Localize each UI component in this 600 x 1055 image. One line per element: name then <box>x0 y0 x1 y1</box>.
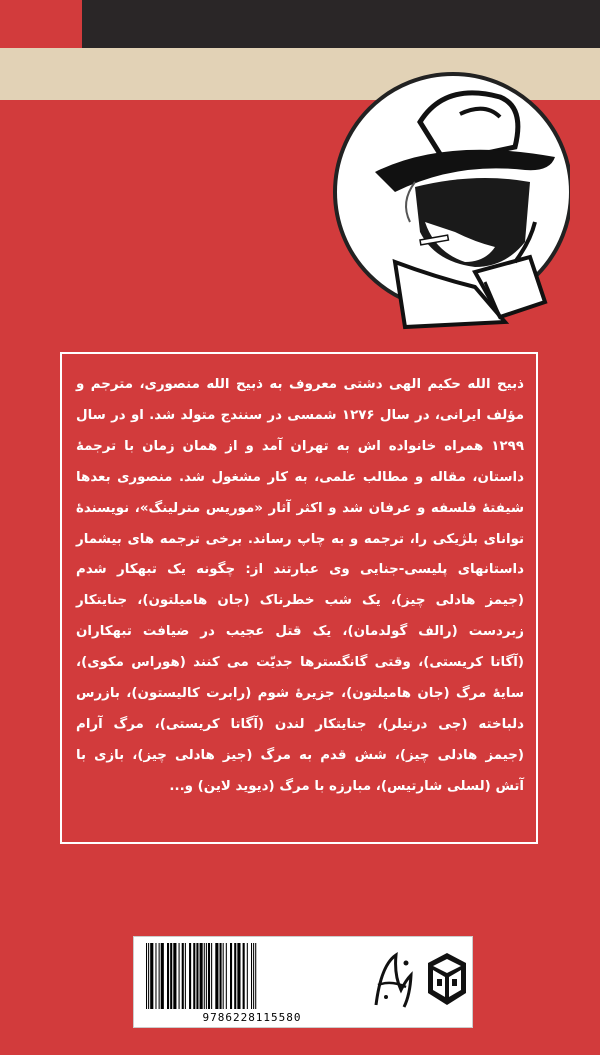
barcode-bar <box>148 943 149 1009</box>
barcode-bar <box>173 943 176 1009</box>
blurb-line: داستان، مقاله و مطالب علمی، به کار مشغول شد. منصوری بعدها <box>76 469 524 485</box>
barcode-bar <box>179 943 180 1009</box>
author-biography <box>76 370 524 803</box>
isbn-number: 9786228115580 <box>202 1011 302 1024</box>
barcode-bar <box>193 943 195 1009</box>
publisher-logo <box>366 945 421 1015</box>
barcode-bar <box>161 943 164 1009</box>
barcode-panel <box>133 936 473 1028</box>
barcode-bar <box>182 943 184 1009</box>
blurb-box <box>60 352 538 844</box>
detective-portrait-icon <box>325 62 570 332</box>
barcode-bar <box>226 943 227 1009</box>
cube-logo-icon <box>424 949 470 1011</box>
blurb-line: داستانهای پلیسی-جنایی وی عبارتند از: چگونه یک تبهکار شدم <box>76 562 524 578</box>
blurb-line: ذبیح الله حکیم الهی دشتی معروف به ذبیح الله منصوری، مترجم و <box>76 377 524 392</box>
blurb-line: شیفتهٔ فلسفه و عرفان شد و اکثر آثار «موریس مترلینگ»، نویسندهٔ <box>76 500 524 516</box>
black-bar <box>82 0 600 48</box>
blurb-line: توانای بلژیکی را، ترجمه و به چاپ رساند. برخی ترجمه های بیشمار <box>76 531 524 547</box>
barcode-bar <box>255 943 256 1009</box>
barcode-bar <box>237 943 240 1009</box>
barcode-bar <box>247 943 248 1009</box>
barcode-bar <box>234 943 236 1009</box>
barcode-bar <box>159 943 160 1009</box>
barcode-bar <box>230 943 232 1009</box>
blurb-line: (جیمز هادلی چیز)، شش قدم به مرگ (جیز هادلی چیز)، بازی با <box>76 747 524 763</box>
barcode-bar <box>253 943 254 1009</box>
barcode-bar <box>204 943 205 1009</box>
blurb-line: ۱۲۹۹ همراه خانواده اش به تهران آمد و از همان زمان با ترجمهٔ <box>76 438 524 454</box>
barcode <box>142 943 362 1009</box>
barcode-bar <box>223 943 224 1009</box>
blurb-line: زبردست (رالف گولدمان)، یک قتل عجیب در ضیافت تبهکاران <box>76 624 524 640</box>
barcode-bar <box>251 943 252 1009</box>
barcode-bar <box>189 943 191 1009</box>
barcode-bar <box>150 943 153 1009</box>
barcode-bar <box>167 943 169 1009</box>
barcode-bar <box>211 943 212 1009</box>
blurb-line: آتش (لسلی شارتیس)، مبارزه با مرگ (دیوید لاین) و... <box>169 778 524 794</box>
blurb-line: (آگاتا کریستی)، وقتی گانگسترها جدیّت می کنند (هوراس مکوی)، <box>76 655 524 671</box>
blurb-line: مؤلف ایرانی، در سال ۱۲۷۶ شمسی در سنندج متولد شد. او در سال <box>76 407 524 423</box>
barcode-bar <box>200 943 203 1009</box>
barcode-bar <box>206 943 207 1009</box>
barcode-bar <box>196 943 198 1009</box>
blurb-line: (جیمز هادلی چیز)، یک شب خطرناک (جان هامیلتون)، جنایتکار <box>76 593 524 609</box>
barcode-bar <box>220 943 222 1009</box>
barcode-bar <box>170 943 172 1009</box>
barcode-bar <box>243 943 245 1009</box>
barcode-bar <box>146 943 147 1009</box>
barcode-bar <box>185 943 186 1009</box>
blurb-line: سایهٔ مرگ (جان هامیلتون)، جزیرهٔ شوم (رابرت کالیستون)، بازرس <box>76 686 524 702</box>
barcode-bar <box>155 943 156 1009</box>
barcode-bar <box>208 943 210 1009</box>
blurb-line: دلباخته (جی درتیلر)، جنایتکار لندن (آگاتا کریستی)، مرگ آرام <box>76 716 524 732</box>
barcode-bar <box>215 943 218 1009</box>
